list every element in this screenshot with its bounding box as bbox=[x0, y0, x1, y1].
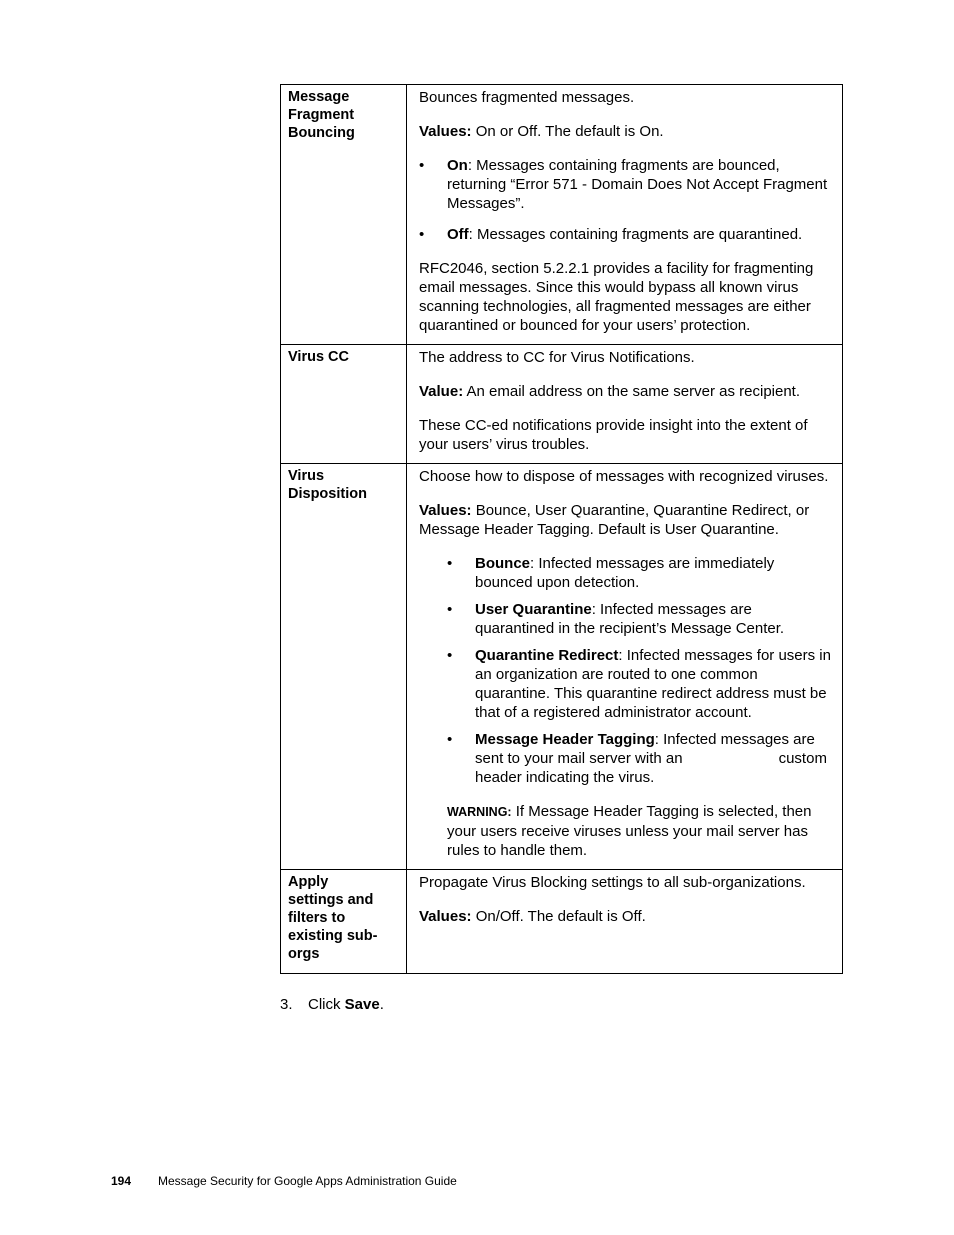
intro-text: Choose how to dispose of messages with recognized viruses. bbox=[419, 468, 829, 485]
setting-description bbox=[407, 85, 843, 345]
page-number: 194 bbox=[111, 1174, 132, 1188]
intro-text: The address to CC for Virus Notifications. bbox=[419, 349, 695, 366]
page-footer bbox=[111, 1174, 457, 1189]
list-item: • Quarantine Redirect: Infected messages for users in an organization are routed to one common quarantine. This quarantine redirect address must be that of a registered administrator account. bbox=[447, 647, 831, 721]
values-text: Values: On or Off. The default is On. bbox=[419, 123, 664, 140]
table-row bbox=[281, 464, 843, 870]
intro-text: Bounces fragmented messages. bbox=[419, 89, 635, 106]
step-number: 3. bbox=[280, 996, 293, 1013]
note-text: RFC2046, section 5.2.2.1 provides a facility for fragmenting email messages. Since this would bypass all known virus scanning technologies, all fragmented messages are either quarantined or bounced for your users’ protection. bbox=[419, 260, 814, 334]
procedure-step: 3. Click Save. bbox=[280, 996, 384, 1013]
table-row bbox=[281, 870, 843, 974]
values-text: Values: On/Off. The default is Off. bbox=[419, 908, 646, 925]
table-row bbox=[281, 345, 843, 464]
list-item: • Bounce: Infected messages are immediately bounced upon detection. bbox=[447, 555, 775, 591]
setting-name: Virus Disposition bbox=[281, 464, 407, 870]
intro-text: Propagate Virus Blocking settings to all sub-organizations. bbox=[419, 874, 806, 891]
step-text: Click bbox=[308, 996, 345, 1013]
setting-description bbox=[407, 345, 843, 464]
values-text: Value: An email address on the same server as recipient. bbox=[419, 383, 801, 400]
values-text: Values: Bounce, User Quarantine, Quarantine Redirect, or Message Header Tagging. Default is User Quarantine. bbox=[419, 502, 810, 538]
setting-name: Virus CC bbox=[281, 345, 407, 464]
note-text: These CC-ed notifications provide insight into the extent of your users’ virus troubles. bbox=[419, 417, 808, 453]
option-list bbox=[419, 156, 832, 244]
save-label: Save bbox=[344, 996, 380, 1013]
setting-description bbox=[407, 870, 843, 974]
setting-description bbox=[407, 464, 843, 870]
warning-note: WARNING: If Message Header Tagging is selected, then your users receive viruses unless your mail server has rules to handle them. bbox=[447, 803, 812, 859]
setting-name: Message Fragment Bouncing bbox=[281, 85, 407, 345]
list-item: • On: Messages containing fragments are bounced, returning “Error 571 - Domain Does Not Accept Fragment Messages”. bbox=[419, 157, 828, 212]
list-item: • Off: Messages containing fragments are quarantined. bbox=[419, 226, 803, 243]
settings-table bbox=[280, 84, 843, 974]
table-row bbox=[281, 85, 843, 345]
list-item: • User Quarantine: Infected messages are quarantined in the recipient’s Message Center. bbox=[447, 601, 785, 637]
list-item: • Message Header Tagging: Infected messages are sent to your mail server with an custom header indicating the virus. bbox=[447, 731, 827, 786]
setting-name: Apply settings and filters to existing sub- orgs bbox=[281, 870, 407, 974]
option-list bbox=[419, 554, 832, 787]
guide-title: Message Security for Google Apps Administration Guide bbox=[158, 1174, 457, 1188]
